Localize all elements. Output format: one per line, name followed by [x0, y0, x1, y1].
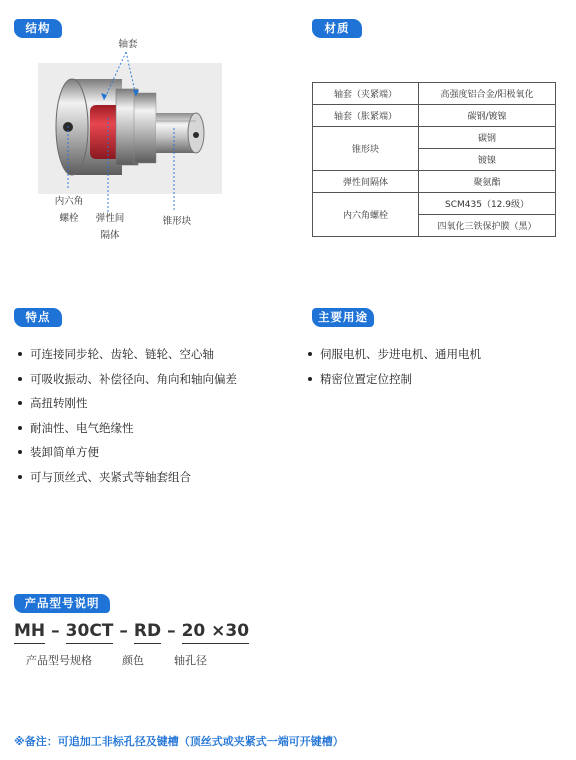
section-tag-structure: 结构	[14, 19, 62, 38]
model-dash: –	[51, 621, 60, 641]
table-cell-material: 聚氨酯	[419, 171, 556, 193]
table-cell-part: 锥形块	[313, 127, 419, 171]
model-label-bore: 轴孔径	[174, 654, 207, 667]
model-label-series: 产品型号规格	[26, 654, 92, 667]
table-cell-material: 碳钢	[419, 127, 556, 149]
label-elastic-spacer-line1: 弹性间	[95, 213, 125, 224]
list-item-text: 可吸收振动、补偿径向、角向和轴向偏差	[30, 371, 237, 386]
table-cell-material: 碳钢/镀镍	[419, 105, 556, 127]
section-tag-model: 产品型号说明	[14, 594, 110, 613]
table-cell-part: 弹性间隔体	[313, 171, 419, 193]
bullet-icon	[308, 352, 312, 356]
list-item-text: 可连接同步轮、齿轮、链轮、空心轴	[30, 347, 214, 361]
list-item-text: 装卸简单方便	[30, 445, 99, 460]
bullet-icon	[18, 426, 22, 430]
table-cell-material: 四氧化三铁保护膜（黑）	[419, 215, 556, 237]
list-item-text: 伺服电机、步进电机、通用电机	[320, 347, 481, 361]
list-item	[18, 468, 237, 493]
label-elastic-spacer	[93, 210, 127, 244]
list-item	[18, 394, 237, 419]
label-taper-block: 锥形块	[162, 216, 192, 227]
label-hex-bolt-line1: 内六角	[54, 196, 84, 207]
list-item	[18, 370, 237, 395]
table-row	[313, 127, 556, 149]
bullet-icon	[18, 401, 22, 405]
bullet-icon	[308, 377, 312, 381]
bullet-icon	[18, 352, 22, 356]
list-item-text: 高扭转刚性	[30, 396, 88, 411]
label-hex-bolt-line2: 螺栓	[59, 213, 79, 224]
label-elastic-spacer-line2: 隔体	[100, 230, 120, 241]
label-hex-bolt	[52, 193, 86, 227]
list-item-text: 耐油性、电气绝缘性	[30, 420, 134, 435]
bullet-icon	[18, 450, 22, 454]
table-cell-material: 高强度铝合金/阳极氧化	[419, 83, 556, 105]
table-row	[313, 83, 556, 105]
bullet-icon	[18, 475, 22, 479]
table-cell-part: 轴套（胀紧端）	[313, 105, 419, 127]
model-label-color: 颜色	[122, 654, 144, 667]
bullet-icon	[18, 377, 22, 381]
section-tag-uses: 主要用途	[312, 308, 374, 327]
table-cell-material: SCM435（12.9级）	[419, 193, 556, 215]
material-table	[312, 82, 556, 237]
model-color: RD	[134, 620, 161, 644]
model-code	[14, 620, 249, 644]
footnote: ※备注：可追加工非标孔径及键槽（顶丝式或夹紧式一端可开键槽）	[14, 735, 344, 748]
label-sleeve: 轴套	[118, 39, 138, 50]
list-item	[308, 370, 481, 395]
model-size: 30CT	[66, 620, 114, 644]
model-bore: 20 ×30	[182, 620, 249, 644]
list-item	[308, 345, 481, 370]
list-item-text: 精密位置定位控制	[320, 371, 412, 386]
model-dash: –	[119, 621, 128, 641]
section-tag-features: 特点	[14, 308, 62, 327]
list-item	[18, 345, 237, 370]
list-item	[18, 443, 237, 468]
table-cell-part: 内六角螺栓	[313, 193, 419, 237]
table-row	[313, 171, 556, 193]
list-item-text: 可与顶丝式、夹紧式等轴套组合	[30, 469, 191, 484]
model-series: MH	[14, 620, 45, 644]
features-list	[18, 345, 237, 493]
list-item	[18, 419, 237, 444]
table-cell-material: 镀镍	[419, 149, 556, 171]
table-cell-part: 轴套（夹紧端）	[313, 83, 419, 105]
model-dash: –	[167, 621, 176, 641]
table-row	[313, 105, 556, 127]
uses-list	[308, 345, 481, 394]
table-row	[313, 193, 556, 215]
section-tag-material: 材质	[312, 19, 362, 38]
